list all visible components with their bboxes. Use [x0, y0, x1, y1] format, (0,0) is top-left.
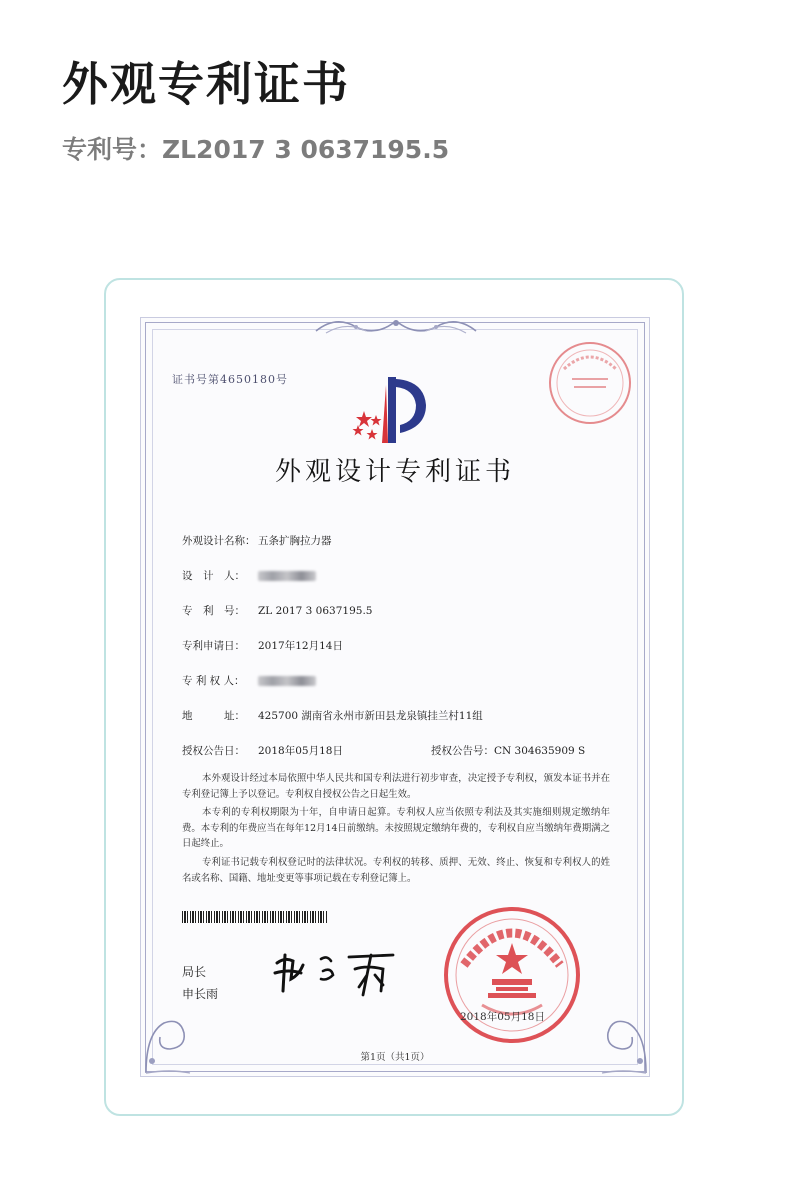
- grant-date-row: [182, 743, 343, 758]
- certificate-document: [145, 322, 645, 1072]
- address-label: 地 址：: [182, 710, 245, 722]
- grant-number-row: [431, 743, 585, 758]
- grant-date-value: 2018年05月18日: [258, 745, 343, 757]
- patentee-label: 专 利 权 人：: [182, 675, 245, 687]
- certificate-title: 外观设计专利证书: [274, 457, 515, 487]
- grant-number-value: CN 304635909 S: [494, 745, 586, 757]
- designer-label: 设 计 人：: [182, 570, 245, 582]
- filing-date-value: 2017年12月14日: [258, 640, 343, 652]
- small-seal-icon: [546, 339, 634, 427]
- designer-redacted: [258, 571, 316, 581]
- design-name-row: [182, 533, 332, 548]
- patent-number-label: 专 利 号：: [182, 605, 245, 617]
- page-title: 外观专利证书: [62, 57, 350, 111]
- patentee-redacted: [258, 676, 316, 686]
- official-seal-icon: [442, 905, 582, 1045]
- designer-row: [182, 568, 316, 583]
- paragraph-term: 本专利的专利权期限为十年，自申请日起算。专利权人应当依照专利法及其实施细则规定缴纳年费。本专利的年费应当在每年12月14日前缴纳。未按照规定缴纳年费的，专利权自应当缴纳年费期满之日起终止。: [182, 807, 610, 850]
- barcode: [182, 911, 327, 923]
- page-footer: 第1页（共1页）: [360, 1052, 430, 1063]
- certificate-number: 证书号第4650180号: [172, 373, 288, 386]
- bottom-left-ornament-icon: [140, 1003, 200, 1079]
- director-name: 申长雨: [182, 987, 219, 1001]
- patent-number-heading: 专利号：ZL2017 3 0637195.5: [62, 135, 450, 164]
- director-title: 局长: [182, 965, 207, 979]
- signature-icon: [271, 945, 401, 1001]
- grant-date-label: 授权公告日：: [182, 745, 245, 757]
- design-name-value: 五条扩胸拉力器: [258, 535, 332, 547]
- seal-date: 2018年05月18日: [460, 1011, 545, 1023]
- cnipa-emblem-icon: [342, 371, 438, 447]
- paragraph-grant: 本外观设计经过本局依照中华人民共和国专利法进行初步审查，决定授予专利权，颁发本证书并在专利登记簿上予以登记。专利权自授权公告之日起生效。: [182, 773, 610, 800]
- grant-number-label: 授权公告号：: [431, 745, 494, 757]
- patent-number-value: ZL 2017 3 0637195.5: [258, 605, 373, 617]
- design-name-label: 外观设计名称：: [182, 535, 256, 547]
- top-ornament-icon: [306, 313, 486, 339]
- address-row: [182, 708, 483, 723]
- filing-date-label: 专利申请日：: [182, 640, 245, 652]
- patent-number-row: [182, 603, 372, 618]
- bottom-right-ornament-icon: [592, 1003, 652, 1079]
- patentee-row: [182, 673, 316, 688]
- filing-date-row: [182, 638, 343, 653]
- address-value: 425700 湖南省永州市新田县龙泉镇挂兰村11组: [258, 710, 483, 722]
- paragraph-register: 专利证书记载专利权登记时的法律状况。专利权的转移、质押、无效、终止、恢复和专利权人的姓名或名称、国籍、地址变更等事项记载在专利登记簿上。: [182, 857, 610, 884]
